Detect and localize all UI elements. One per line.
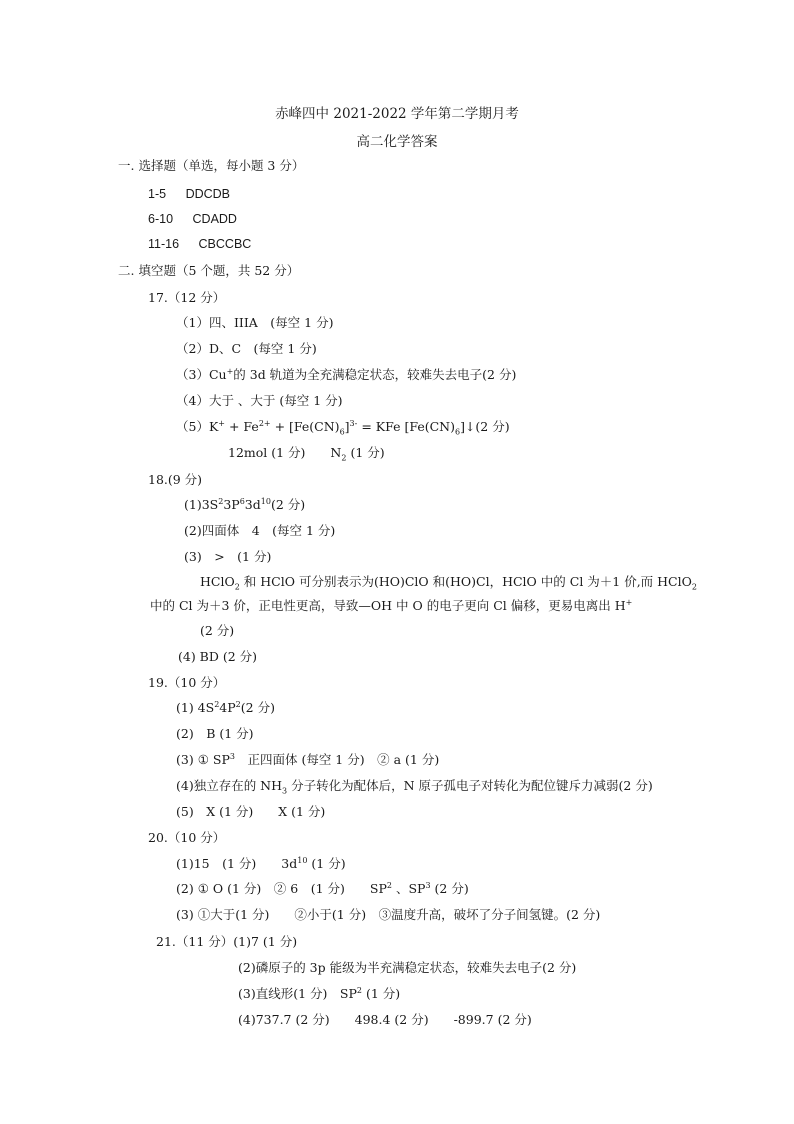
- choice-answers: DDCDB: [185, 187, 231, 201]
- text: 的 3d 轨道为全充满稳定状态，较难失去电子(2 分): [233, 367, 517, 382]
- sup: +: [218, 418, 225, 428]
- text: (3): [176, 907, 194, 922]
- text: 3P: [223, 497, 240, 512]
- q21-line-3: [238, 986, 400, 1002]
- q20-line-2: [176, 881, 469, 897]
- text: ]: [344, 419, 350, 434]
- sup: 3-: [349, 418, 358, 428]
- q17-line-2: （2）D、C (每空 1 分): [176, 341, 317, 356]
- text: 中的 Cl 为＋3 价，正电性更高，导致—OH 中 O 的电子更向 Cl 偏移，更易电离出 H: [150, 598, 626, 613]
- q17-line-4: （4）大于 、大于 (每空 1 分): [176, 393, 343, 408]
- text: ]↓(2 分): [460, 419, 510, 434]
- text: = KFe [Fe(CN): [357, 419, 455, 434]
- text: (2 分): [240, 700, 275, 715]
- q17-title: 17.（12 分）: [148, 290, 226, 305]
- text: 温度升高，破坏了分子间氢键。(2 分): [391, 907, 601, 922]
- text: 6 (1 分) SP: [286, 881, 387, 896]
- text: a (1 分): [389, 752, 440, 767]
- text: 12mol (1 分) N: [228, 445, 342, 460]
- sup: 2: [235, 699, 241, 709]
- q18-title: 18.(9 分): [148, 472, 203, 487]
- sub: 6: [454, 427, 461, 437]
- text: + [Fe(CN): [270, 419, 340, 434]
- sup: 3: [425, 880, 431, 890]
- q17-line-5: [176, 419, 510, 435]
- q19-line-3: [176, 752, 439, 768]
- sup: 3: [229, 751, 235, 761]
- sup: 2: [356, 985, 362, 995]
- text: (2): [176, 881, 194, 896]
- text: 分子转化为配体后，N 原子孤电子对转化为配位键斥力减弱(2 分): [287, 778, 653, 793]
- q21-line-2: (2)磷原子的 3p 能级为半充满稳定状态，较难失去电子(2 分): [238, 960, 577, 975]
- q18-line-4: (4) BD (2 分): [178, 649, 258, 664]
- sup: +: [226, 366, 234, 376]
- sup: +: [625, 597, 633, 607]
- q21-line-4: (4)737.7 (2 分) 498.4 (2 分) -899.7 (2 分): [238, 1012, 532, 1027]
- choice-row-1: [148, 186, 230, 202]
- q18-line-2: (2)四面体 4 (每空 1 分): [184, 523, 336, 538]
- text: (1 分): [307, 856, 346, 871]
- sup: 2+: [258, 418, 271, 428]
- sup: 2: [218, 496, 224, 506]
- text: 3d: [244, 497, 261, 512]
- sup: 6: [239, 496, 245, 506]
- q18-para-2: [150, 598, 632, 614]
- text: (1 分): [346, 445, 385, 460]
- circled-number: ①: [197, 881, 209, 896]
- text: 大于(1 分): [210, 907, 295, 922]
- choice-range: 1-5: [148, 187, 167, 201]
- circled-number: ②: [294, 907, 307, 922]
- text: + Fe: [225, 419, 259, 434]
- text: 小于(1 分): [306, 907, 379, 922]
- document-subtitle: 高二化学答案: [356, 134, 438, 150]
- text: (3)直线形(1 分) SP: [238, 986, 357, 1001]
- choice-range: 11-16: [148, 237, 180, 251]
- q17-line-6: [228, 445, 385, 461]
- sup: 10: [297, 855, 308, 865]
- sub: 3: [282, 786, 288, 796]
- q18-para-1: [200, 574, 697, 590]
- q20-title: 20.（10 分）: [148, 830, 226, 845]
- text: （5）K: [176, 419, 219, 434]
- text: 4P: [219, 700, 236, 715]
- circled-number: ②: [273, 881, 287, 896]
- choice-row-2: [148, 211, 237, 227]
- q18-line-3: (3) > (1 分): [184, 549, 272, 564]
- document-title: 赤峰四中 2021-2022 学年第二学期月考: [275, 106, 519, 122]
- choice-answers: CDADD: [192, 212, 237, 226]
- choice-row-3: [148, 236, 251, 252]
- q20-line-1: [176, 856, 346, 872]
- text: 和 HClO 可分别表示为(HO)ClO 和(HO)Cl，HClO 中的 Cl 为＋1 价,而 HClO: [239, 574, 692, 589]
- sub: 2: [234, 582, 240, 592]
- q19-line-2: (2) B (1 分): [176, 726, 254, 741]
- circled-number: ①: [197, 907, 211, 922]
- text: SP: [208, 752, 230, 767]
- text: (1 分): [361, 986, 401, 1001]
- text: (3): [176, 752, 194, 767]
- sup: 2: [214, 699, 220, 709]
- q21-title: 21.（11 分）(1)7 (1 分): [156, 934, 298, 949]
- text: (1)3S: [184, 497, 219, 512]
- text: (2 分): [270, 497, 306, 512]
- section-1-heading: 一. 选择题（单选，每小题 3 分）: [118, 158, 305, 173]
- sup: 10: [260, 496, 271, 506]
- q18-para-3: (2 分): [200, 623, 235, 638]
- circled-number: ③: [378, 907, 392, 922]
- q19-line-1: [176, 700, 275, 716]
- text: （3）Cu: [176, 367, 227, 382]
- sub: 2: [691, 582, 697, 592]
- section-2-heading: 二. 填空题（5 个题，共 52 分）: [118, 263, 300, 278]
- text: 、SP: [392, 881, 426, 896]
- choice-answers: CBCCBC: [198, 237, 252, 251]
- text: O (1 分): [208, 881, 274, 896]
- text: (1)15 (1 分) 3d: [176, 856, 298, 871]
- text: (4)独立存在的 NH: [176, 778, 283, 793]
- q19-line-5: (5) X (1 分) X (1 分): [176, 804, 326, 819]
- sub: 2: [341, 453, 347, 463]
- q17-line-1: （1）四、IIIA (每空 1 分): [176, 315, 334, 330]
- text: 正四面体 (每空 1 分): [234, 752, 378, 767]
- q19-line-4: [176, 778, 653, 794]
- text: (1) 4S: [176, 700, 215, 715]
- choice-range: 6-10: [148, 212, 174, 226]
- q20-line-3: [176, 907, 600, 923]
- text: (2 分): [430, 881, 469, 896]
- q18-line-1: [184, 497, 305, 513]
- q17-line-3: [176, 367, 516, 383]
- circled-number: ①: [197, 752, 209, 767]
- sup: 2: [386, 880, 392, 890]
- sub: 6: [339, 427, 345, 437]
- circled-number: ②: [377, 752, 390, 767]
- text: HClO: [200, 574, 235, 589]
- q19-title: 19.（10 分）: [148, 675, 226, 690]
